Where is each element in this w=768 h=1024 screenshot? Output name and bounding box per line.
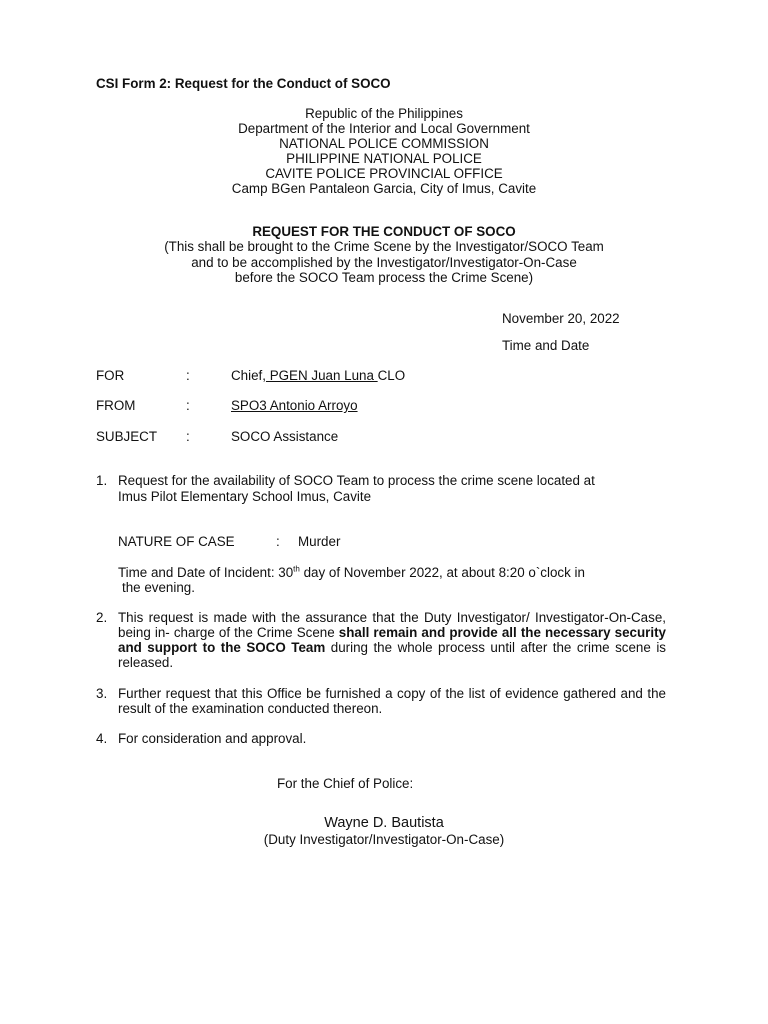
- for-chief-of-police: For the Chief of Police:: [277, 776, 414, 791]
- subject-label: SUBJECT: [96, 429, 158, 444]
- item-2-paragraph: [118, 610, 666, 670]
- subject-value: SOCO Assistance: [231, 429, 339, 444]
- header-line-camp: Camp BGen Pantaleon Garcia, City of Imus, Cavite: [231, 181, 537, 196]
- document-date: November 20, 2022: [502, 311, 620, 326]
- for-label: FOR: [96, 368, 125, 383]
- nature-of-case-label: NATURE OF CASE: [118, 534, 235, 549]
- subtitle-line-3: before the SOCO Team process the Crime Scene): [234, 270, 534, 285]
- incident-line-1: [118, 565, 585, 580]
- incident-prefix: Time and Date of Incident: 30: [118, 565, 294, 580]
- time-and-date-label: Time and Date: [502, 338, 590, 353]
- for-name: PGEN Juan Luna: [265, 368, 378, 383]
- subject-colon: :: [186, 429, 190, 444]
- for-value: [231, 368, 405, 383]
- incident-sup: th: [293, 564, 300, 574]
- item-2-bold-text: shall remain and provide all the necessary security and support to the SOCO Team: [118, 625, 666, 655]
- header-line-cavite-office: CAVITE POLICE PROVINCIAL OFFICE: [265, 166, 503, 181]
- nature-of-case-value: Murder: [298, 534, 341, 549]
- form-title: CSI Form 2: Request for the Conduct of SOCO: [96, 76, 391, 91]
- for-prefix: Chief,: [231, 368, 266, 383]
- subtitle-line-2: and to be accomplished by the Investigator/Investigator-On-Case: [191, 255, 577, 270]
- signatory-title: (Duty Investigator/Investigator-On-Case): [263, 832, 505, 847]
- header-line-pnp: PHILIPPINE NATIONAL POLICE: [286, 151, 482, 166]
- subtitle-line-1: (This shall be brought to the Crime Scene by the Investigator/SOCO Team: [164, 239, 604, 254]
- for-colon: :: [186, 368, 190, 383]
- item-2-text-a: This request is made with the assurance that the Duty Investigator/ Investigator-On-Case, being in- charge of the Crime Scene: [118, 610, 666, 640]
- header-line-napolcom: NATIONAL POLICE COMMISSION: [279, 136, 489, 151]
- item-number-3: 3.: [96, 686, 108, 701]
- document-title: REQUEST FOR THE CONDUCT OF SOCO: [252, 224, 516, 239]
- header-line-republic: Republic of the Philippines: [305, 106, 463, 121]
- item-number-1: 1.: [96, 473, 108, 488]
- from-colon: :: [186, 398, 190, 413]
- item-3-paragraph: Further request that this Office be furnished a copy of the list of evidence gathered and the result of the examination conducted thereon.: [118, 686, 666, 716]
- item-2-text-b: during the whole process until after the crime scene is released.: [118, 640, 666, 670]
- incident-line-2: the evening.: [122, 580, 195, 595]
- signatory-name: Wayne D. Bautista: [324, 815, 444, 831]
- item-number-2: 2.: [96, 610, 108, 625]
- item-number-4: 4.: [96, 731, 108, 746]
- nature-of-case-colon: :: [276, 534, 280, 549]
- from-name: SPO3 Antonio Arroyo: [231, 398, 358, 413]
- item-1-line-2: Imus Pilot Elementary School Imus, Cavite: [118, 489, 372, 504]
- item-4-text: For consideration and approval.: [118, 731, 307, 746]
- item-1-line-1: Request for the availability of SOCO Team to process the crime scene located at: [118, 473, 595, 488]
- header-line-dilg: Department of the Interior and Local Government: [238, 121, 530, 136]
- from-label: FROM: [96, 398, 136, 413]
- for-suffix: CLO: [377, 368, 406, 383]
- incident-suffix: day of November 2022, at about 8:20 o`clock in: [299, 565, 585, 580]
